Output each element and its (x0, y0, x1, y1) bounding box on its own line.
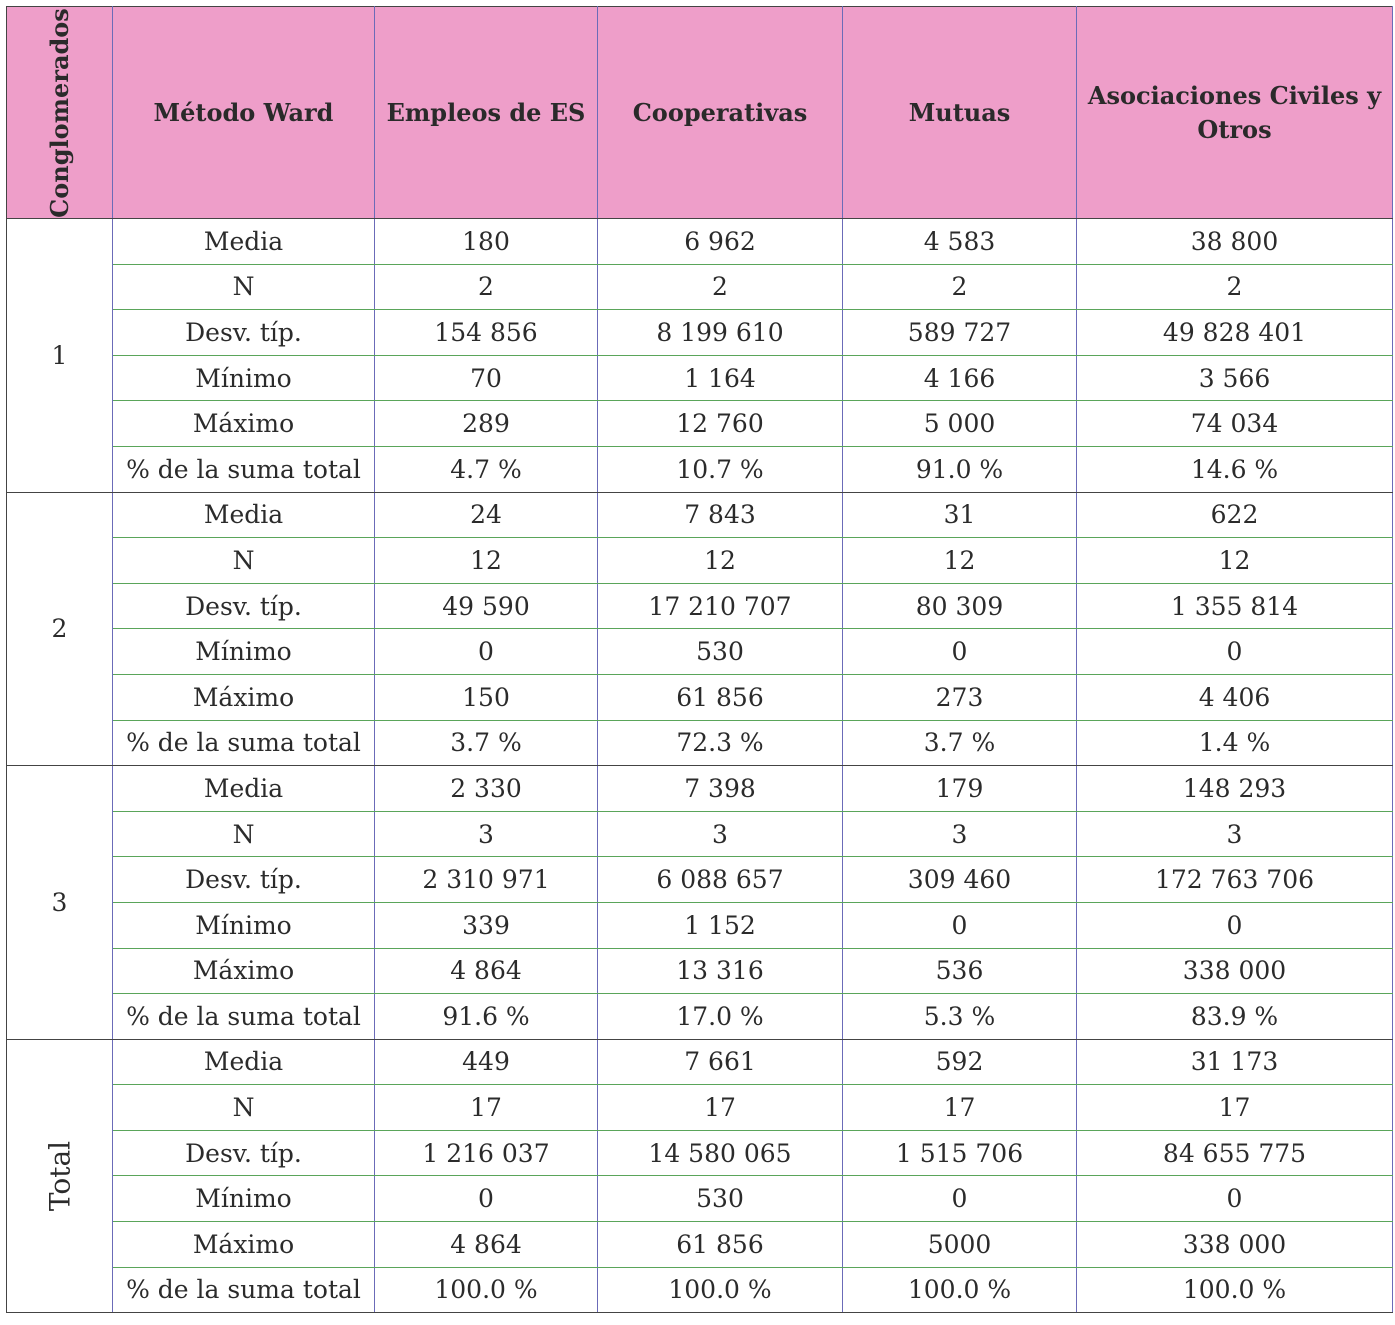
header-conglomerados (7, 7, 113, 219)
asociaciones-cell: 74 034 (1077, 401, 1393, 447)
stat-label-cell: Desv. típ. (113, 1130, 375, 1176)
stat-label-cell: Mínimo (113, 902, 375, 948)
empleos-cell: 289 (375, 401, 598, 447)
stat-label-cell: N (113, 1085, 375, 1131)
mutuas-cell: 309 460 (843, 857, 1077, 903)
asociaciones-cell: 0 (1077, 629, 1393, 675)
cooperativas-cell: 72.3 % (598, 720, 843, 766)
stat-label-cell: N (113, 264, 375, 310)
asociaciones-cell: 622 (1077, 492, 1393, 538)
empleos-cell: 0 (375, 629, 598, 675)
table-row (7, 1267, 1393, 1313)
empleos-cell: 3 (375, 811, 598, 857)
empleos-cell: 4.7 % (375, 446, 598, 492)
mutuas-cell: 5.3 % (843, 994, 1077, 1040)
mutuas-cell: 12 (843, 538, 1077, 584)
stat-label-cell: Desv. típ. (113, 310, 375, 356)
table-row (7, 401, 1393, 447)
mutuas-cell: 80 309 (843, 583, 1077, 629)
empleos-cell: 100.0 % (375, 1267, 598, 1313)
asociaciones-cell: 338 000 (1077, 948, 1393, 994)
cluster-label-cell (7, 492, 113, 766)
header-row (7, 7, 1393, 219)
cooperativas-cell: 12 (598, 538, 843, 584)
table-row (7, 219, 1393, 265)
cooperativas-cell: 1 164 (598, 355, 843, 401)
cluster-label: 3 (51, 887, 68, 917)
table-header (7, 7, 1393, 219)
mutuas-cell: 31 (843, 492, 1077, 538)
mutuas-cell: 5000 (843, 1222, 1077, 1268)
cooperativas-cell: 530 (598, 1176, 843, 1222)
empleos-cell: 24 (375, 492, 598, 538)
mutuas-cell: 4 166 (843, 355, 1077, 401)
mutuas-cell: 589 727 (843, 310, 1077, 356)
asociaciones-cell: 17 (1077, 1085, 1393, 1131)
stat-label-cell: Media (113, 1039, 375, 1085)
table-row (7, 355, 1393, 401)
asociaciones-cell: 4 406 (1077, 674, 1393, 720)
empleos-cell: 449 (375, 1039, 598, 1085)
empleos-cell: 339 (375, 902, 598, 948)
stat-label-cell: Máximo (113, 1222, 375, 1268)
asociaciones-cell: 148 293 (1077, 766, 1393, 812)
asociaciones-cell: 0 (1077, 1176, 1393, 1222)
cooperativas-cell: 17.0 % (598, 994, 843, 1040)
mutuas-cell: 0 (843, 629, 1077, 675)
cooperativas-cell: 7 843 (598, 492, 843, 538)
asociaciones-cell: 172 763 706 (1077, 857, 1393, 903)
cooperativas-cell: 12 760 (598, 401, 843, 447)
header-conglomerados-label: Conglomerados (44, 7, 74, 218)
cooperativas-cell: 7 661 (598, 1039, 843, 1085)
cooperativas-cell: 2 (598, 264, 843, 310)
empleos-cell: 12 (375, 538, 598, 584)
empleos-cell: 4 864 (375, 948, 598, 994)
asociaciones-cell: 2 (1077, 264, 1393, 310)
table-row (7, 902, 1393, 948)
table-row (7, 857, 1393, 903)
asociaciones-cell: 38 800 (1077, 219, 1393, 265)
table-row (7, 948, 1393, 994)
mutuas-cell: 17 (843, 1085, 1077, 1131)
empleos-cell: 2 330 (375, 766, 598, 812)
empleos-cell: 0 (375, 1176, 598, 1222)
table-row (7, 310, 1393, 356)
header-mutuas: Mutuas (843, 7, 1077, 219)
table-row (7, 994, 1393, 1040)
stat-label-cell: Máximo (113, 674, 375, 720)
asociaciones-cell: 1 355 814 (1077, 583, 1393, 629)
asociaciones-cell: 12 (1077, 538, 1393, 584)
stat-label-cell: Mínimo (113, 629, 375, 675)
mutuas-cell: 0 (843, 902, 1077, 948)
table-row (7, 1176, 1393, 1222)
mutuas-cell: 0 (843, 1176, 1077, 1222)
table-row (7, 1130, 1393, 1176)
table-row (7, 811, 1393, 857)
table-row (7, 446, 1393, 492)
empleos-cell: 17 (375, 1085, 598, 1131)
stat-label-cell: Máximo (113, 401, 375, 447)
table-row (7, 1085, 1393, 1131)
asociaciones-cell: 84 655 775 (1077, 1130, 1393, 1176)
cooperativas-cell: 13 316 (598, 948, 843, 994)
cluster-label-cell (7, 766, 113, 1040)
mutuas-cell: 3 (843, 811, 1077, 857)
empleos-cell: 1 216 037 (375, 1130, 598, 1176)
table-row (7, 1222, 1393, 1268)
empleos-cell: 49 590 (375, 583, 598, 629)
empleos-cell: 2 310 971 (375, 857, 598, 903)
stat-label-cell: N (113, 811, 375, 857)
empleos-cell: 150 (375, 674, 598, 720)
empleos-cell: 154 856 (375, 310, 598, 356)
cooperativas-cell: 6 962 (598, 219, 843, 265)
asociaciones-cell: 3 (1077, 811, 1393, 857)
cooperativas-cell: 1 152 (598, 902, 843, 948)
table-row (7, 492, 1393, 538)
cooperativas-cell: 7 398 (598, 766, 843, 812)
table-row (7, 720, 1393, 766)
table-row (7, 538, 1393, 584)
asociaciones-cell: 31 173 (1077, 1039, 1393, 1085)
cluster-label-cell (7, 219, 113, 493)
table-row (7, 674, 1393, 720)
stat-label-cell: N (113, 538, 375, 584)
stat-label-cell: Desv. típ. (113, 583, 375, 629)
asociaciones-cell: 49 828 401 (1077, 310, 1393, 356)
mutuas-cell: 273 (843, 674, 1077, 720)
cluster-label: Total (43, 1140, 76, 1212)
cooperativas-cell: 100.0 % (598, 1267, 843, 1313)
cooperativas-cell: 8 199 610 (598, 310, 843, 356)
cooperativas-cell: 17 210 707 (598, 583, 843, 629)
asociaciones-cell: 3 566 (1077, 355, 1393, 401)
mutuas-cell: 1 515 706 (843, 1130, 1077, 1176)
mutuas-cell: 4 583 (843, 219, 1077, 265)
stat-label-cell: Mínimo (113, 355, 375, 401)
stat-label-cell: % de la suma total (113, 994, 375, 1040)
mutuas-cell: 5 000 (843, 401, 1077, 447)
mutuas-cell: 100.0 % (843, 1267, 1077, 1313)
table-row (7, 264, 1393, 310)
empleos-cell: 4 864 (375, 1222, 598, 1268)
table-body (7, 219, 1393, 1313)
stat-label-cell: Máximo (113, 948, 375, 994)
asociaciones-cell: 0 (1077, 902, 1393, 948)
empleos-cell: 3.7 % (375, 720, 598, 766)
cooperativas-cell: 14 580 065 (598, 1130, 843, 1176)
mutuas-cell: 179 (843, 766, 1077, 812)
stat-label-cell: Media (113, 766, 375, 812)
asociaciones-cell: 83.9 % (1077, 994, 1393, 1040)
stat-label-cell: Desv. típ. (113, 857, 375, 903)
cooperativas-cell: 17 (598, 1085, 843, 1131)
asociaciones-cell: 100.0 % (1077, 1267, 1393, 1313)
empleos-cell: 180 (375, 219, 598, 265)
stat-label-cell: Mínimo (113, 1176, 375, 1222)
mutuas-cell: 536 (843, 948, 1077, 994)
cluster-label-cell (7, 1039, 113, 1313)
asociaciones-cell: 1.4 % (1077, 720, 1393, 766)
cooperativas-cell: 530 (598, 629, 843, 675)
cooperativas-cell: 10.7 % (598, 446, 843, 492)
header-asociaciones: Asociaciones Civiles y Otros (1077, 7, 1393, 219)
stat-label-cell: Media (113, 492, 375, 538)
header-cooperativas: Cooperativas (598, 7, 843, 219)
cluster-label: 1 (51, 340, 68, 370)
table-row (7, 629, 1393, 675)
mutuas-cell: 91.0 % (843, 446, 1077, 492)
table-row (7, 583, 1393, 629)
stat-label-cell: % de la suma total (113, 446, 375, 492)
cooperativas-cell: 61 856 (598, 1222, 843, 1268)
asociaciones-cell: 14.6 % (1077, 446, 1393, 492)
empleos-cell: 2 (375, 264, 598, 310)
cluster-label: 2 (51, 614, 68, 644)
asociaciones-cell: 338 000 (1077, 1222, 1393, 1268)
mutuas-cell: 2 (843, 264, 1077, 310)
ward-clusters-table (6, 6, 1393, 1313)
cooperativas-cell: 3 (598, 811, 843, 857)
stat-label-cell: % de la suma total (113, 720, 375, 766)
table-row (7, 1039, 1393, 1085)
cooperativas-cell: 6 088 657 (598, 857, 843, 903)
mutuas-cell: 592 (843, 1039, 1077, 1085)
stat-label-cell: Media (113, 219, 375, 265)
table-row (7, 766, 1393, 812)
cooperativas-cell: 61 856 (598, 674, 843, 720)
empleos-cell: 70 (375, 355, 598, 401)
mutuas-cell: 3.7 % (843, 720, 1077, 766)
empleos-cell: 91.6 % (375, 994, 598, 1040)
header-empleos-es: Empleos de ES (375, 7, 598, 219)
stat-label-cell: % de la suma total (113, 1267, 375, 1313)
header-metodo-ward: Método Ward (113, 7, 375, 219)
